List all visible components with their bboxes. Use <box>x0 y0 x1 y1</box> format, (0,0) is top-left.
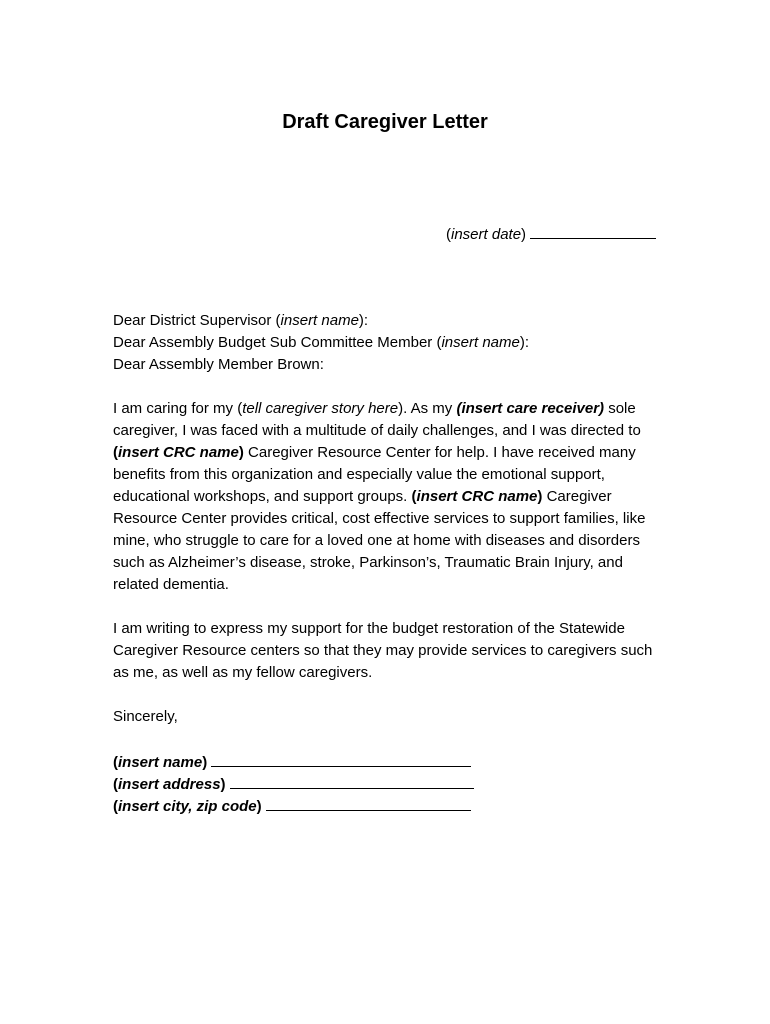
paragraph-text: sole caregiver, I was faced with a multitude of daily challenges, and I was directed to <box>113 400 641 439</box>
salutation-text: ): <box>358 312 369 329</box>
signature-address-placeholder: insert address <box>118 776 221 793</box>
salutation-line <box>113 332 529 354</box>
salutation-text: ): <box>519 334 530 351</box>
closing: Sincerely, <box>113 708 178 725</box>
body-paragraph-1 <box>113 398 661 596</box>
signature-address-blank <box>230 772 474 789</box>
date-placeholder: insert date <box>451 226 522 243</box>
salutation-placeholder: insert name <box>280 312 359 329</box>
crc-name-placeholder: insert CRC name <box>416 488 538 505</box>
sig-paren: ) <box>256 798 262 815</box>
crc-name-placeholder: insert CRC name <box>118 444 239 461</box>
date-close-paren: ) <box>521 226 527 243</box>
signature-city-placeholder: insert city, zip code <box>118 798 257 815</box>
salutation-block <box>113 310 529 376</box>
date-open-paren: ( <box>446 226 451 243</box>
crc-open-paren: ( <box>113 444 118 461</box>
paragraph-text: ). As my <box>398 400 457 417</box>
story-placeholder: tell caregiver story here <box>242 400 399 417</box>
signature-city-line <box>113 794 471 818</box>
care-receiver-placeholder: (insert care receiver) <box>456 400 605 417</box>
paragraph-text: Caregiver Resource Center for help. I have received many benefits from this organization and especially value the emotional support, educational workshops, and support groups. <box>113 444 636 505</box>
signature-address-line <box>113 772 474 796</box>
sig-paren: ( <box>113 776 118 793</box>
salutation-text: Dear District Supervisor ( <box>113 312 281 329</box>
salutation-text: Dear Assembly Budget Sub Committee Member ( <box>113 334 442 351</box>
salutation-placeholder: insert name <box>441 334 520 351</box>
sig-paren: ( <box>113 754 118 771</box>
salutation-line <box>113 310 529 332</box>
date-blank-line <box>530 223 656 239</box>
sig-paren: ) <box>220 776 226 793</box>
paragraph-text: I am caring for my ( <box>113 400 243 417</box>
signature-name-blank <box>211 750 471 767</box>
paragraph-text: Caregiver Resource Center provides critical, cost effective services to support families, like mine, who struggle to care for a loved one at home with diseases and disorders such as Alzheimer’s disease, stroke, Parkinson’s, Traumatic Brain Injury, and related dementia. <box>113 488 646 593</box>
crc-close-paren: ) <box>537 488 543 505</box>
date-line <box>446 223 656 246</box>
signature-city-blank <box>266 794 471 811</box>
salutation-text: Dear Assembly Member Brown: <box>113 356 324 373</box>
signature-name-line <box>113 750 471 774</box>
salutation-line <box>113 354 529 376</box>
sig-paren: ( <box>113 798 118 815</box>
crc-close-paren: ) <box>238 444 244 461</box>
document-title: Draft Caregiver Letter <box>282 111 488 133</box>
crc-open-paren: ( <box>411 488 417 505</box>
sig-paren: ) <box>202 754 208 771</box>
body-paragraph-2: I am writing to express my support for the budget restoration of the Statewide Caregiver Resource centers so that they may provide services to caregivers such as me, as well as my fellow caregivers. <box>113 620 653 681</box>
signature-name-placeholder: insert name <box>118 754 203 771</box>
